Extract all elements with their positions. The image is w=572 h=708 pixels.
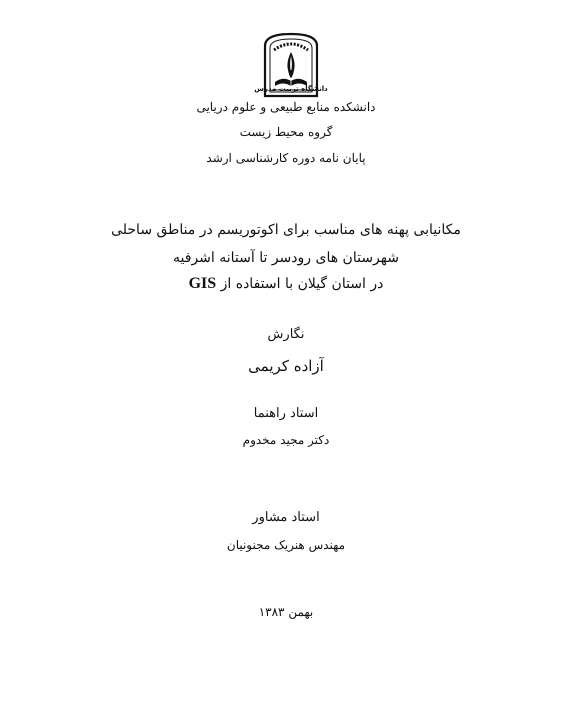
faculty-name: دانشکده منابع طبیعی و علوم دریایی: [196, 100, 376, 114]
logo-caption: دانشگاه تربیت مدرس: [254, 85, 328, 93]
thesis-title-line-3: [0, 275, 572, 293]
department-name: گروه محیط زیست: [239, 125, 333, 139]
supervisor-name: دکتر مجید مخدوم: [242, 433, 330, 447]
advisor-name: مهندس هنریک مجنونیان: [226, 538, 346, 552]
author-label: نگارش: [267, 327, 305, 342]
thesis-title-line-2: شهرستان های رودسر تا آستانه اشرفیه: [173, 250, 399, 266]
gis-term: GIS: [188, 275, 217, 292]
degree-label: پایان نامه دوره کارشناسی ارشد: [206, 151, 366, 165]
thesis-date: بهمن ۱۳۸۳: [258, 605, 314, 619]
supervisor-label: استاد راهنما: [253, 406, 319, 421]
thesis-title-line-1: مکانیابی پهنه های مناسب برای اکوتوریسم در مناطق ساحلی: [111, 222, 461, 238]
thesis-title-line-3-text: در استان گیلان با استفاده از: [216, 276, 384, 292]
author-name: آزاده کریمی: [248, 357, 324, 375]
advisor-label: استاد مشاور: [252, 510, 320, 525]
